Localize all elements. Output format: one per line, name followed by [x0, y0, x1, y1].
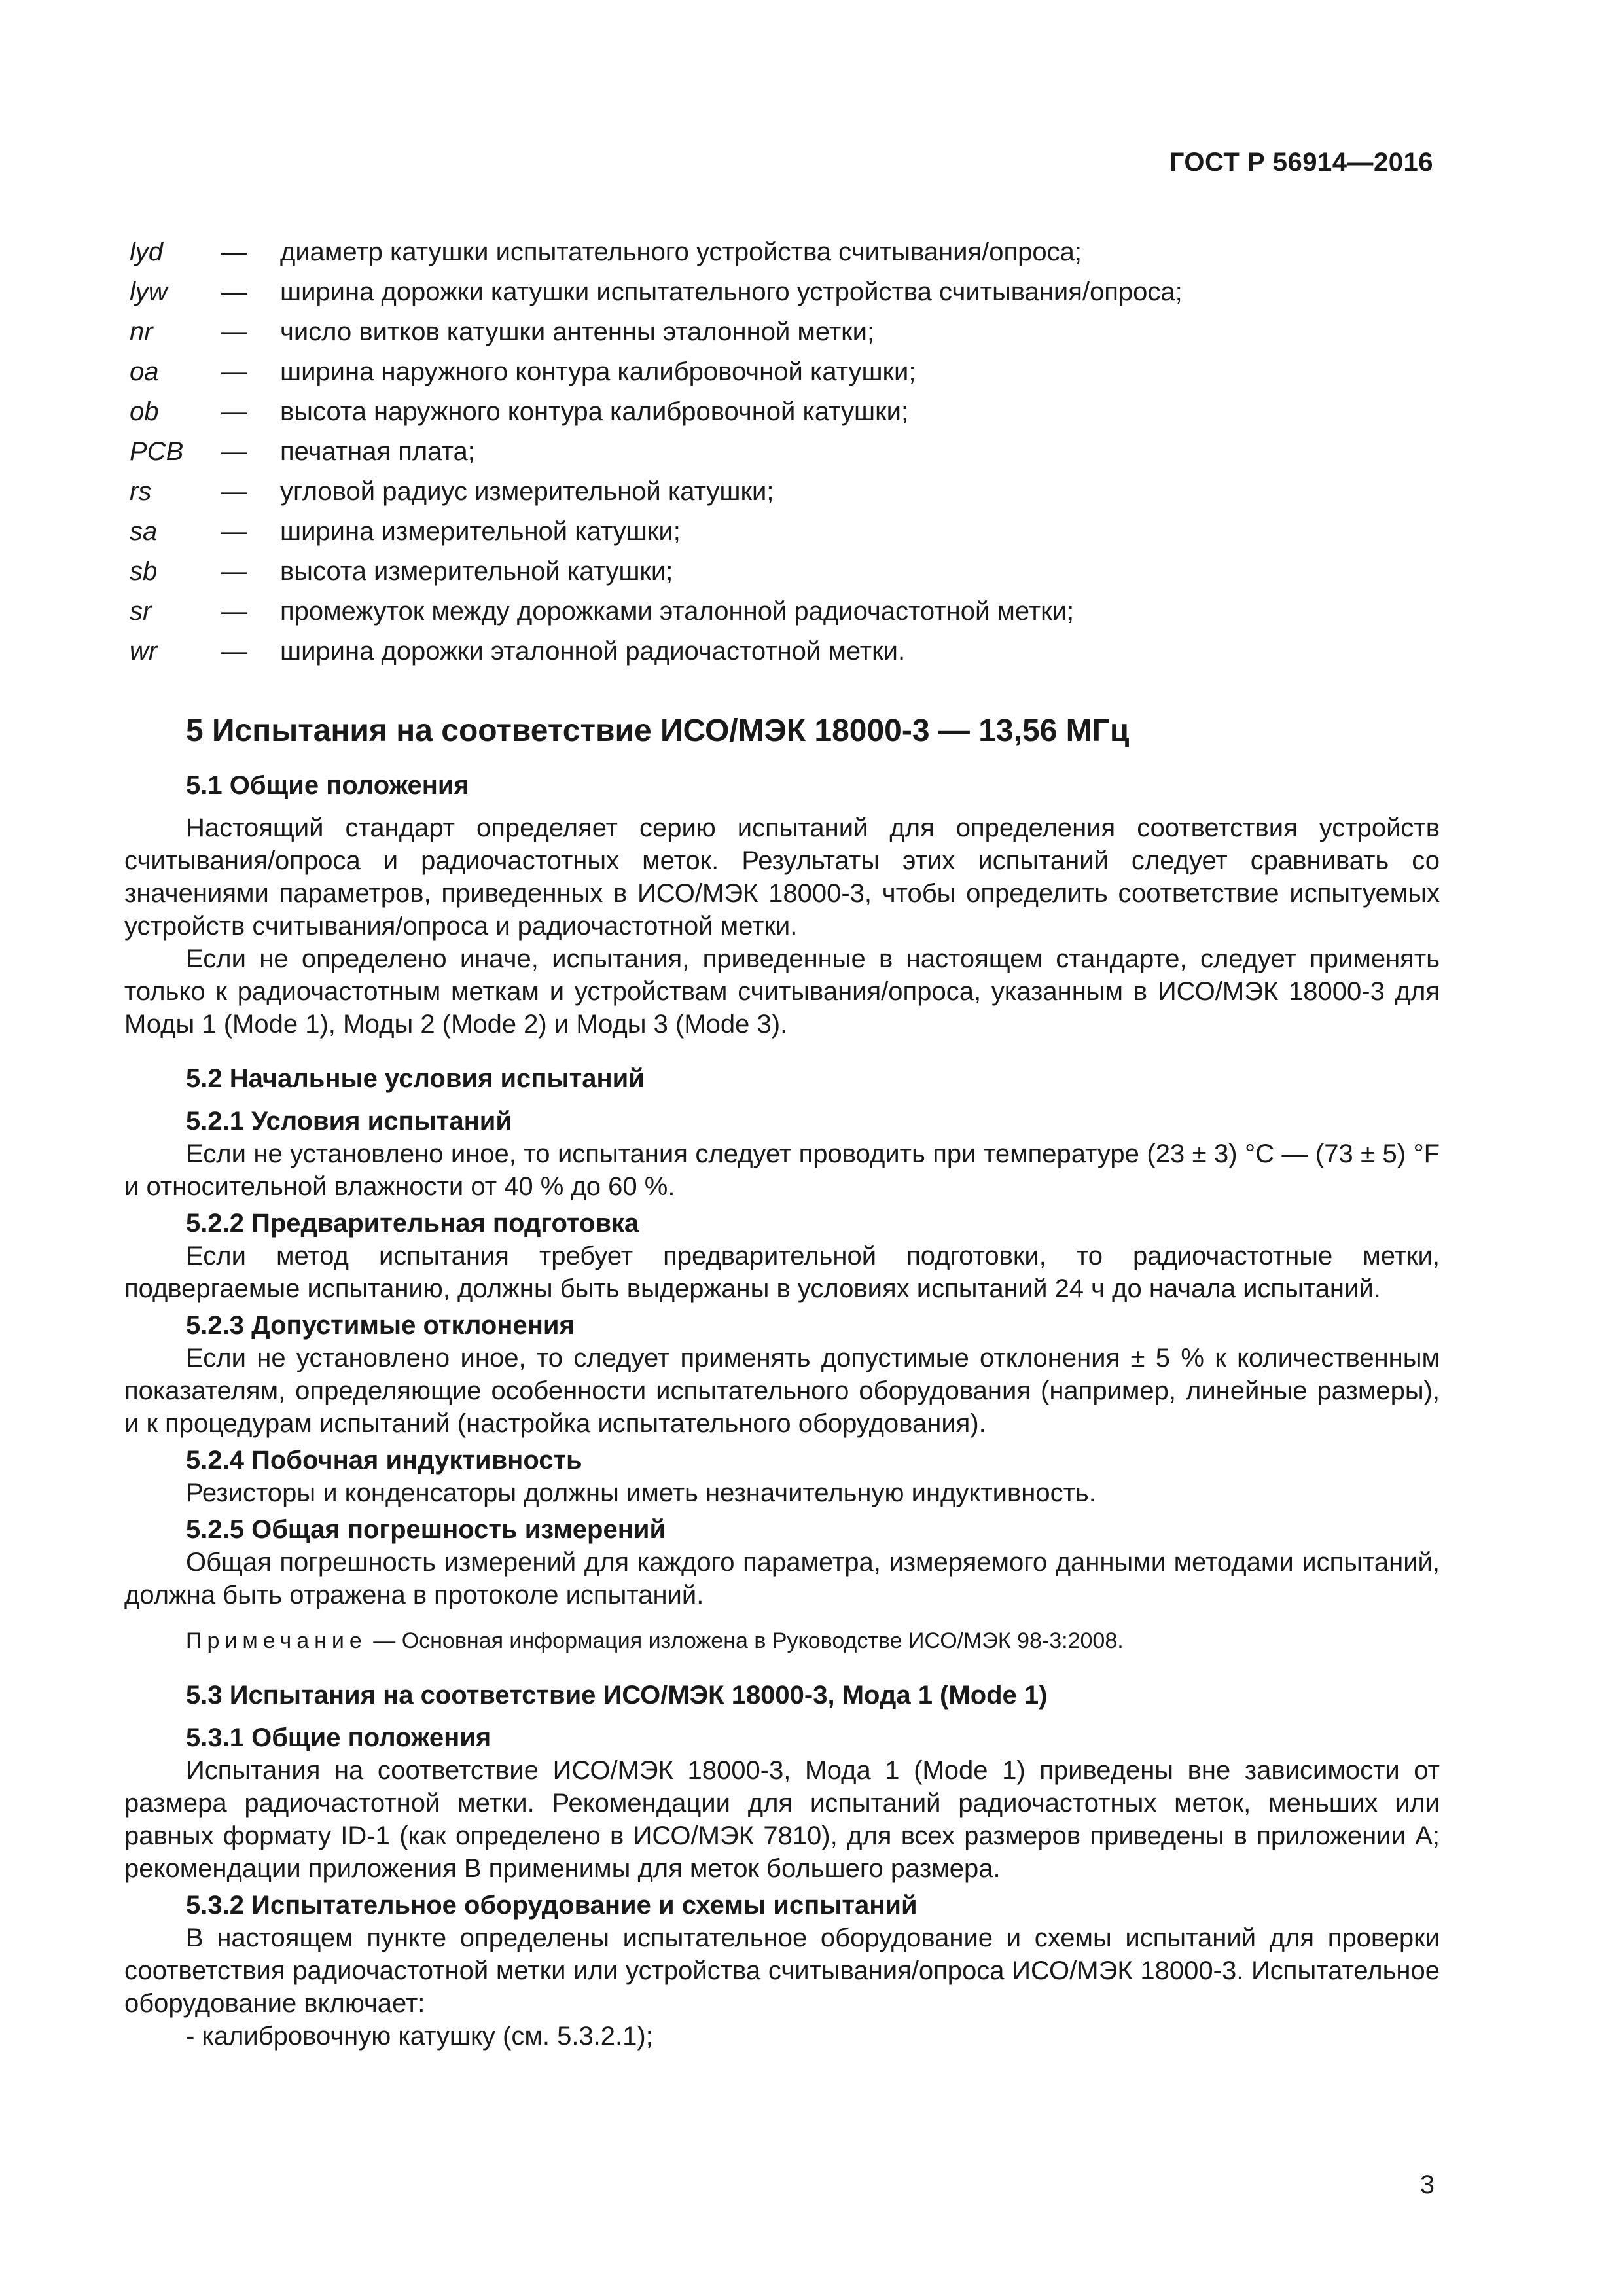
definition-item	[124, 432, 1440, 472]
note	[124, 1624, 1440, 1657]
definition-item	[124, 272, 1440, 312]
definition-text: промежуток между дорожками эталонной радиочастотной метки;	[280, 597, 1075, 626]
definition-item	[124, 512, 1440, 552]
section-5-2-2-title: 5.2.2 Предварительная подготовка	[186, 1209, 639, 1238]
definition-text: угловой радиус измерительной катушки;	[280, 477, 774, 506]
definition-symbol: PCB	[130, 437, 184, 466]
definition-item	[124, 552, 1440, 592]
definition-text: ширина дорожки катушки испытательного устройства считывания/опроса;	[280, 278, 1183, 306]
section-5-1-title: 5.1 Общие положения	[186, 771, 469, 800]
definition-text: высота наружного контура калибровочной катушки;	[280, 397, 909, 426]
definition-symbol: lyw	[130, 278, 168, 306]
document-code: ГОСТ Р 56914—2016	[1169, 148, 1433, 177]
note-label: Примечание	[186, 1628, 367, 1653]
section-5-1-paragraph-2: Если не определено иначе, испытания, приведенные в настоящем стандарте, следует применять только к радиочастотным меткам и устройствам считывания/опроса, указанным в ИСО/МЭК 18000-3 для Моды 1 (Mode 1), Моды 2 (Mode 2) и Моды 3 (Mode 3).	[124, 944, 1440, 1039]
section-5-3-2-text: В настоящем пункте определены испытательное оборудование и схемы испытаний для проверки соответствия радиочастотной метки или устройства считывания/опроса ИСО/МЭК 18000-3. Испытательное оборудование включает:	[124, 1924, 1440, 2018]
page-number: 3	[1419, 2170, 1435, 2199]
definition-item	[124, 352, 1440, 392]
definition-item	[124, 592, 1440, 632]
section-5-2-4-text: Резисторы и конденсаторы должны иметь незначительную индуктивность.	[186, 1479, 1096, 1507]
definition-dash: —	[221, 238, 247, 266]
section-5-1-paragraph-1: Настоящий стандарт определяет серию испытаний для определения соответствия устройств считывания/опроса и радиочастотных меток. Результаты этих испытаний следует сравнивать со значениями параметров, приведенных в ИСО/МЭК 18000-3, чтобы определить соответствие испытуемых устройств считывания/опроса и радиочастотной метки.	[124, 814, 1440, 941]
definition-dash: —	[221, 557, 247, 586]
section-5-2-1-title: 5.2.1 Условия испытаний	[186, 1107, 512, 1136]
note-text: — Основная информация изложена в Руководстве ИСО/МЭК 98-3:2008.	[366, 1628, 1124, 1653]
definition-dash: —	[221, 437, 247, 466]
definition-symbol: rs	[130, 477, 152, 506]
section-5-2-2-text: Если метод испытания требует предварительной подготовки, то радиочастотные метки, подвергаемые испытанию, должны быть выдержаны в условиях испытаний 24 ч до начала испытаний.	[124, 1242, 1440, 1303]
definition-text: ширина измерительной катушки;	[280, 517, 681, 546]
section-5-3-2-list-item: - калибровочную катушку (см. 5.3.2.1);	[186, 2022, 653, 2051]
definition-symbol: wr	[130, 637, 158, 666]
definition-item	[124, 232, 1440, 272]
section-5-2-5-title: 5.2.5 Общая погрешность измерений	[186, 1515, 666, 1544]
definition-dash: —	[221, 597, 247, 626]
definition-dash: —	[221, 278, 247, 306]
definition-item	[124, 312, 1440, 352]
section-5-title: 5 Испытания на соответствие ИСО/МЭК 18000-3 — 13,56 МГц	[186, 713, 1130, 748]
section-5-2-3-text: Если не установлено иное, то следует применять допустимые отклонения ± 5 % к количественным показателям, определяющие особенности испытательного оборудования (например, линейные размеры), и к процедурам испытаний (настройка испытательного оборудования).	[124, 1344, 1440, 1438]
definition-symbol: ob	[130, 397, 159, 426]
section-5-2-3-title: 5.2.3 Допустимые отклонения	[186, 1311, 575, 1340]
section-5-3-1-title: 5.3.1 Общие положения	[186, 1723, 491, 1752]
definition-dash: —	[221, 317, 247, 346]
definition-symbol: sb	[130, 557, 158, 586]
definition-dash: —	[221, 397, 247, 426]
definition-text: ширина дорожки эталонной радиочастотной метки.	[280, 637, 906, 666]
definition-symbol: nr	[130, 317, 153, 346]
definition-item	[124, 472, 1440, 512]
definition-dash: —	[221, 517, 247, 546]
section-5-3-2-title: 5.3.2 Испытательное оборудование и схемы испытаний	[186, 1891, 918, 1920]
section-5-3-1-text: Испытания на соответствие ИСО/МЭК 18000-3, Мода 1 (Mode 1) приведены вне зависимости от размера радиочастотной метки. Рекомендации для испытаний радиочастотных меток, меньших или равных формату ID-1 (как определено в ИСО/МЭК 7810), для всех размеров приведены в приложении А; рекомендации приложения В применимы для меток большего размера.	[124, 1756, 1440, 1883]
section-5-2-title: 5.2 Начальные условия испытаний	[186, 1064, 645, 1093]
definition-item	[124, 632, 1440, 672]
definition-symbol: sa	[130, 517, 158, 546]
section-5-2-1-text: Если не установлено иное, то испытания следует проводить при температуре (23 ± 3) °C — (73 ± 5) °F и относительной влажности от 40 % до 60 %.	[124, 1139, 1440, 1201]
definition-symbol: lyd	[130, 238, 164, 266]
definition-item	[124, 392, 1440, 432]
definitions-list	[124, 232, 1440, 672]
section-5-3-title: 5.3 Испытания на соответствие ИСО/МЭК 18000-3, Мода 1 (Mode 1)	[186, 1681, 1048, 1710]
definition-dash: —	[221, 477, 247, 506]
definition-text: диаметр катушки испытательного устройства считывания/опроса;	[280, 238, 1082, 266]
definition-text: число витков катушки антенны эталонной метки;	[280, 317, 875, 346]
definition-text: высота измерительной катушки;	[280, 557, 673, 586]
definition-text: печатная плата;	[280, 437, 475, 466]
page-content	[124, 232, 1440, 2053]
definition-symbol: oa	[130, 357, 159, 386]
section-5-2-5-text: Общая погрешность измерений для каждого параметра, измеряемого данными методами испытаний, должна быть отражена в протоколе испытаний.	[124, 1548, 1440, 1609]
definition-dash: —	[221, 637, 247, 666]
definition-symbol: sr	[130, 597, 152, 626]
definition-text: ширина наружного контура калибровочной катушки;	[280, 357, 916, 386]
section-5-2-4-title: 5.2.4 Побочная индуктивность	[186, 1446, 582, 1475]
definition-dash: —	[221, 357, 247, 386]
